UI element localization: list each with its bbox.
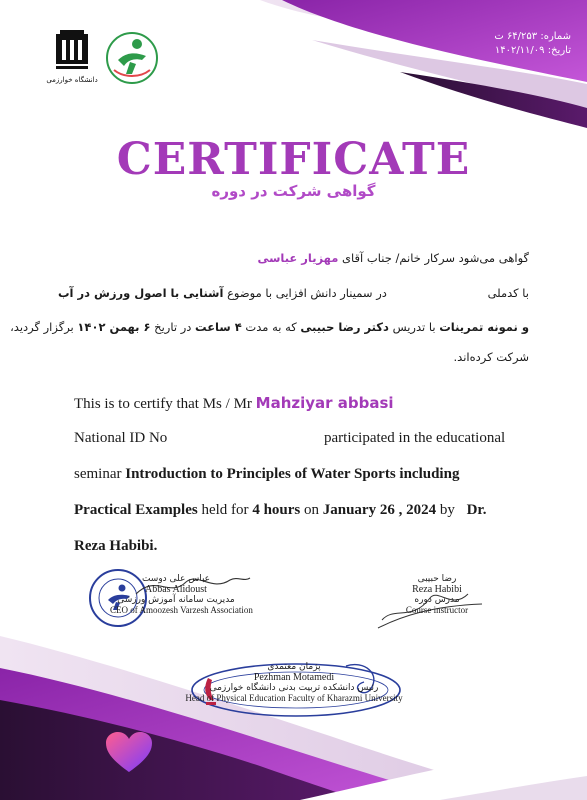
en-line2-participated: participated in the educational bbox=[324, 430, 506, 446]
fa-date: ۶ بهمن ۱۴۰۲ bbox=[77, 320, 151, 334]
fa-line1-prefix: گواهی می‌شود سرکار خانم/ جناب آقای bbox=[342, 251, 529, 265]
participant-name-fa: مهزیار عباسی bbox=[257, 251, 339, 265]
left-signer-name-en: Abbas Alidoust bbox=[145, 584, 207, 595]
fa-line3-d: برگزار گردید، bbox=[10, 320, 74, 334]
fa-line-4 bbox=[454, 350, 529, 364]
right-signer-name-fa: رضا حبیبی bbox=[417, 574, 457, 584]
en-line4-c: by bbox=[439, 502, 455, 518]
en-line-5 bbox=[74, 538, 157, 555]
en-line-4 bbox=[74, 502, 486, 519]
fa-line-2-left bbox=[488, 286, 529, 300]
fa-teacher: دکتر رضا حبیبی bbox=[300, 320, 389, 334]
en-teacher-part2: Reza Habibi. bbox=[74, 538, 158, 554]
en-line3-seminar: seminar bbox=[74, 466, 122, 482]
left-signer-role-fa: مدیریت سامانه آموزش ورزشی bbox=[117, 595, 235, 605]
kharazmi-university-logo bbox=[46, 28, 98, 86]
center-signer-name-fa: پژمان معتمدی bbox=[267, 662, 321, 672]
certificate-title: CERTIFICATE bbox=[116, 134, 471, 185]
center-signer-role-fa: رئیس دانشکده تربیت بدنی دانشگاه خوارزمی bbox=[209, 683, 379, 693]
reference-meta bbox=[494, 30, 571, 58]
en-line-1 bbox=[74, 394, 394, 413]
right-signer-name-en: Reza Habibi bbox=[412, 584, 462, 595]
left-signer-name-fa: عباس علی دوست bbox=[141, 574, 211, 584]
en-topic-part1: Introduction to Principles of Water Sports including bbox=[125, 466, 460, 482]
university-logo-text: دانشگاه خوارزمی bbox=[46, 76, 98, 84]
en-line1-prefix: This is to certify that Ms / Mr bbox=[74, 396, 252, 412]
fa-line3-a: با تدریس bbox=[392, 320, 436, 334]
fa-line2-national-id: با کدملی bbox=[487, 286, 529, 300]
reference-number: شماره: ۶۴/۲۵۳ ت bbox=[494, 31, 571, 42]
en-line4-a: held for bbox=[201, 502, 249, 518]
amoozesh-varzesh-logo bbox=[104, 30, 160, 86]
right-signature-block bbox=[382, 574, 492, 615]
center-signer-role-en: Head of Physical Education Faculty of Kharazmi University bbox=[185, 693, 403, 703]
fa-line2-seminar: در سمینار دانش افزایی با موضوع bbox=[227, 286, 387, 300]
right-signer-role-fa: مدرس دوره bbox=[414, 595, 460, 605]
reference-date: تاریخ: ۱۴۰۲/۱۱/۰۹ bbox=[494, 45, 571, 56]
certificate-subtitle-fa: گواهی شرکت در دوره bbox=[211, 182, 376, 200]
fa-line4: شرکت کرده‌اند. bbox=[453, 350, 529, 364]
fa-topic-part2: و نمونه تمرینات bbox=[439, 320, 529, 334]
center-signer-name-en: Pezhman Motamedi bbox=[253, 672, 335, 683]
fa-line3-b: که به مدت bbox=[245, 320, 297, 334]
fa-topic-part1: آشنایی با اصول ورزش در آب bbox=[58, 286, 224, 300]
center-signature-block bbox=[172, 662, 416, 703]
fa-line3-c: در تاریخ bbox=[154, 320, 192, 334]
left-signer-role-en: CEO of Amoozesh Varzesh Association bbox=[110, 605, 253, 615]
en-teacher-part1: Dr. bbox=[466, 502, 487, 518]
en-topic-part2: Practical Examples bbox=[74, 502, 198, 518]
fa-line-2-right bbox=[58, 286, 387, 300]
en-date: January 26 , 2024 bbox=[322, 502, 437, 518]
fa-line-3 bbox=[10, 320, 529, 334]
en-line2-national-id: National ID No bbox=[74, 430, 168, 446]
en-line-2-left bbox=[74, 430, 167, 447]
participant-name-en: Mahziyar abbasi bbox=[255, 394, 394, 412]
en-hours: 4 hours bbox=[252, 502, 301, 518]
en-line-3 bbox=[74, 466, 459, 483]
heart-icon bbox=[104, 730, 154, 774]
en-line4-b: on bbox=[304, 502, 319, 518]
fa-line-1 bbox=[257, 251, 529, 265]
fa-hours: ۴ ساعت bbox=[195, 320, 242, 334]
en-line-2-right bbox=[324, 430, 505, 447]
right-signer-role-en: Course instructor bbox=[405, 605, 469, 615]
left-signature-block bbox=[110, 574, 253, 615]
